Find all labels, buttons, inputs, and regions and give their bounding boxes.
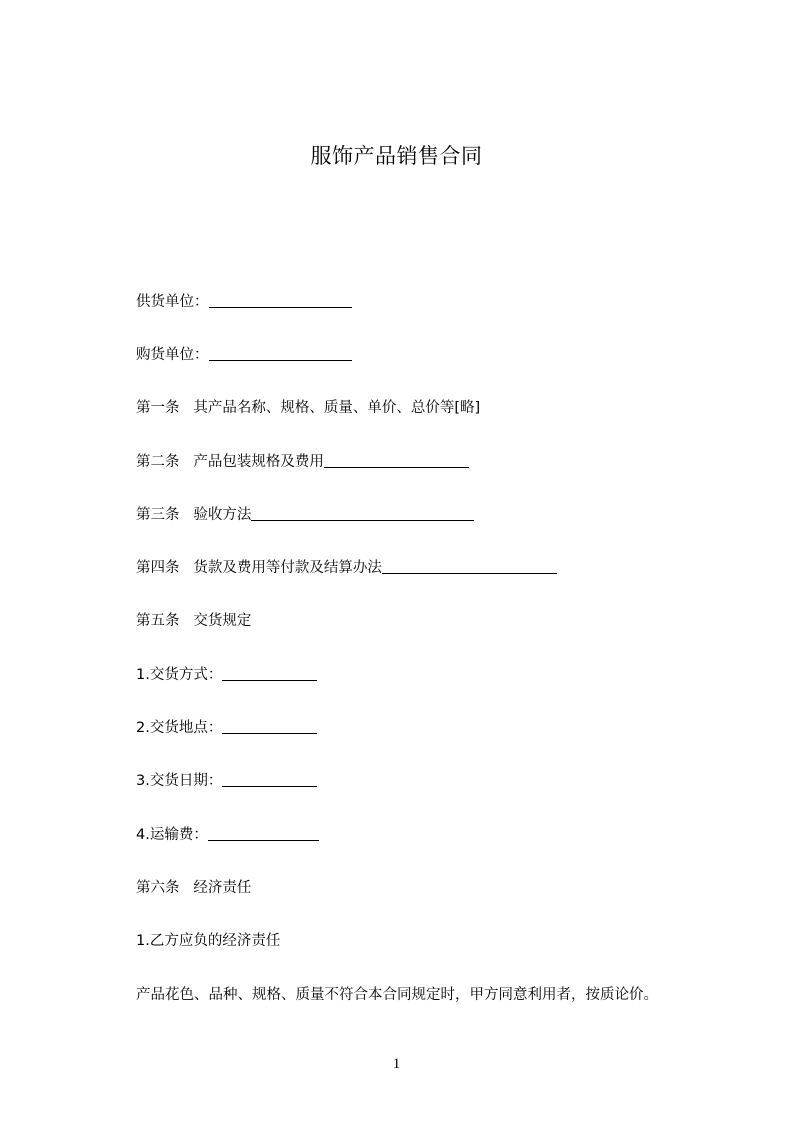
buyer-label: 购货单位：: [136, 347, 209, 363]
delivery-method-label: 1.交货方式：: [136, 667, 223, 683]
article-6: [136, 878, 251, 898]
delivery-place-blank: [222, 719, 317, 734]
subsection-1: 1.乙方应负的经济责任: [136, 933, 281, 949]
article-3-text: 验收方法: [193, 507, 252, 523]
article-4-text: 货款及费用等付款及结算办法: [193, 560, 382, 576]
supplier-blank: [209, 293, 352, 308]
article-3-blank: [251, 506, 474, 521]
article-5-text: 交货规定: [193, 613, 252, 629]
supplier-label: 供货单位：: [136, 294, 209, 310]
article-5-number: 第五条: [136, 613, 180, 629]
supplier-line: [136, 292, 352, 312]
article-4-blank: [382, 559, 557, 574]
article-1-text: 其产品名称、规格、质量、单价、总价等[略]: [193, 400, 481, 416]
delivery-method-blank: [222, 666, 317, 681]
article-5: [136, 611, 251, 631]
article-6-text: 经济责任: [193, 880, 252, 896]
article-3-number: 第三条: [136, 507, 180, 523]
buyer-blank: [209, 346, 352, 361]
article-6-number: 第六条: [136, 880, 180, 896]
article-1-number: 第一条: [136, 400, 180, 416]
delivery-place-label: 2.交货地点：: [136, 720, 223, 736]
delivery-date-blank: [222, 772, 317, 787]
delivery-place-line: [136, 718, 317, 738]
article-2-number: 第二条: [136, 454, 180, 470]
delivery-date-line: [136, 771, 317, 791]
paragraph-1: 产品花色、品种、规格、质量不符合本合同规定时，甲方同意利用者，按质论价。: [136, 987, 658, 1003]
article-4: [136, 558, 557, 578]
delivery-date-label: 3.交货日期：: [136, 773, 223, 789]
article-2-blank: [324, 453, 469, 468]
article-3: [136, 505, 474, 525]
transport-fee-label: 4.运输费：: [136, 827, 208, 843]
article-4-number: 第四条: [136, 560, 180, 576]
delivery-method-line: [136, 665, 317, 685]
buyer-line: [136, 345, 352, 365]
article-2: [136, 452, 469, 472]
transport-fee-blank: [208, 826, 319, 841]
document-title: 服饰产品销售合同: [310, 144, 483, 168]
page-number: 1: [392, 1056, 401, 1072]
article-1: [136, 398, 480, 418]
article-2-text: 产品包装规格及费用: [193, 454, 324, 470]
transport-fee-line: [136, 825, 319, 845]
